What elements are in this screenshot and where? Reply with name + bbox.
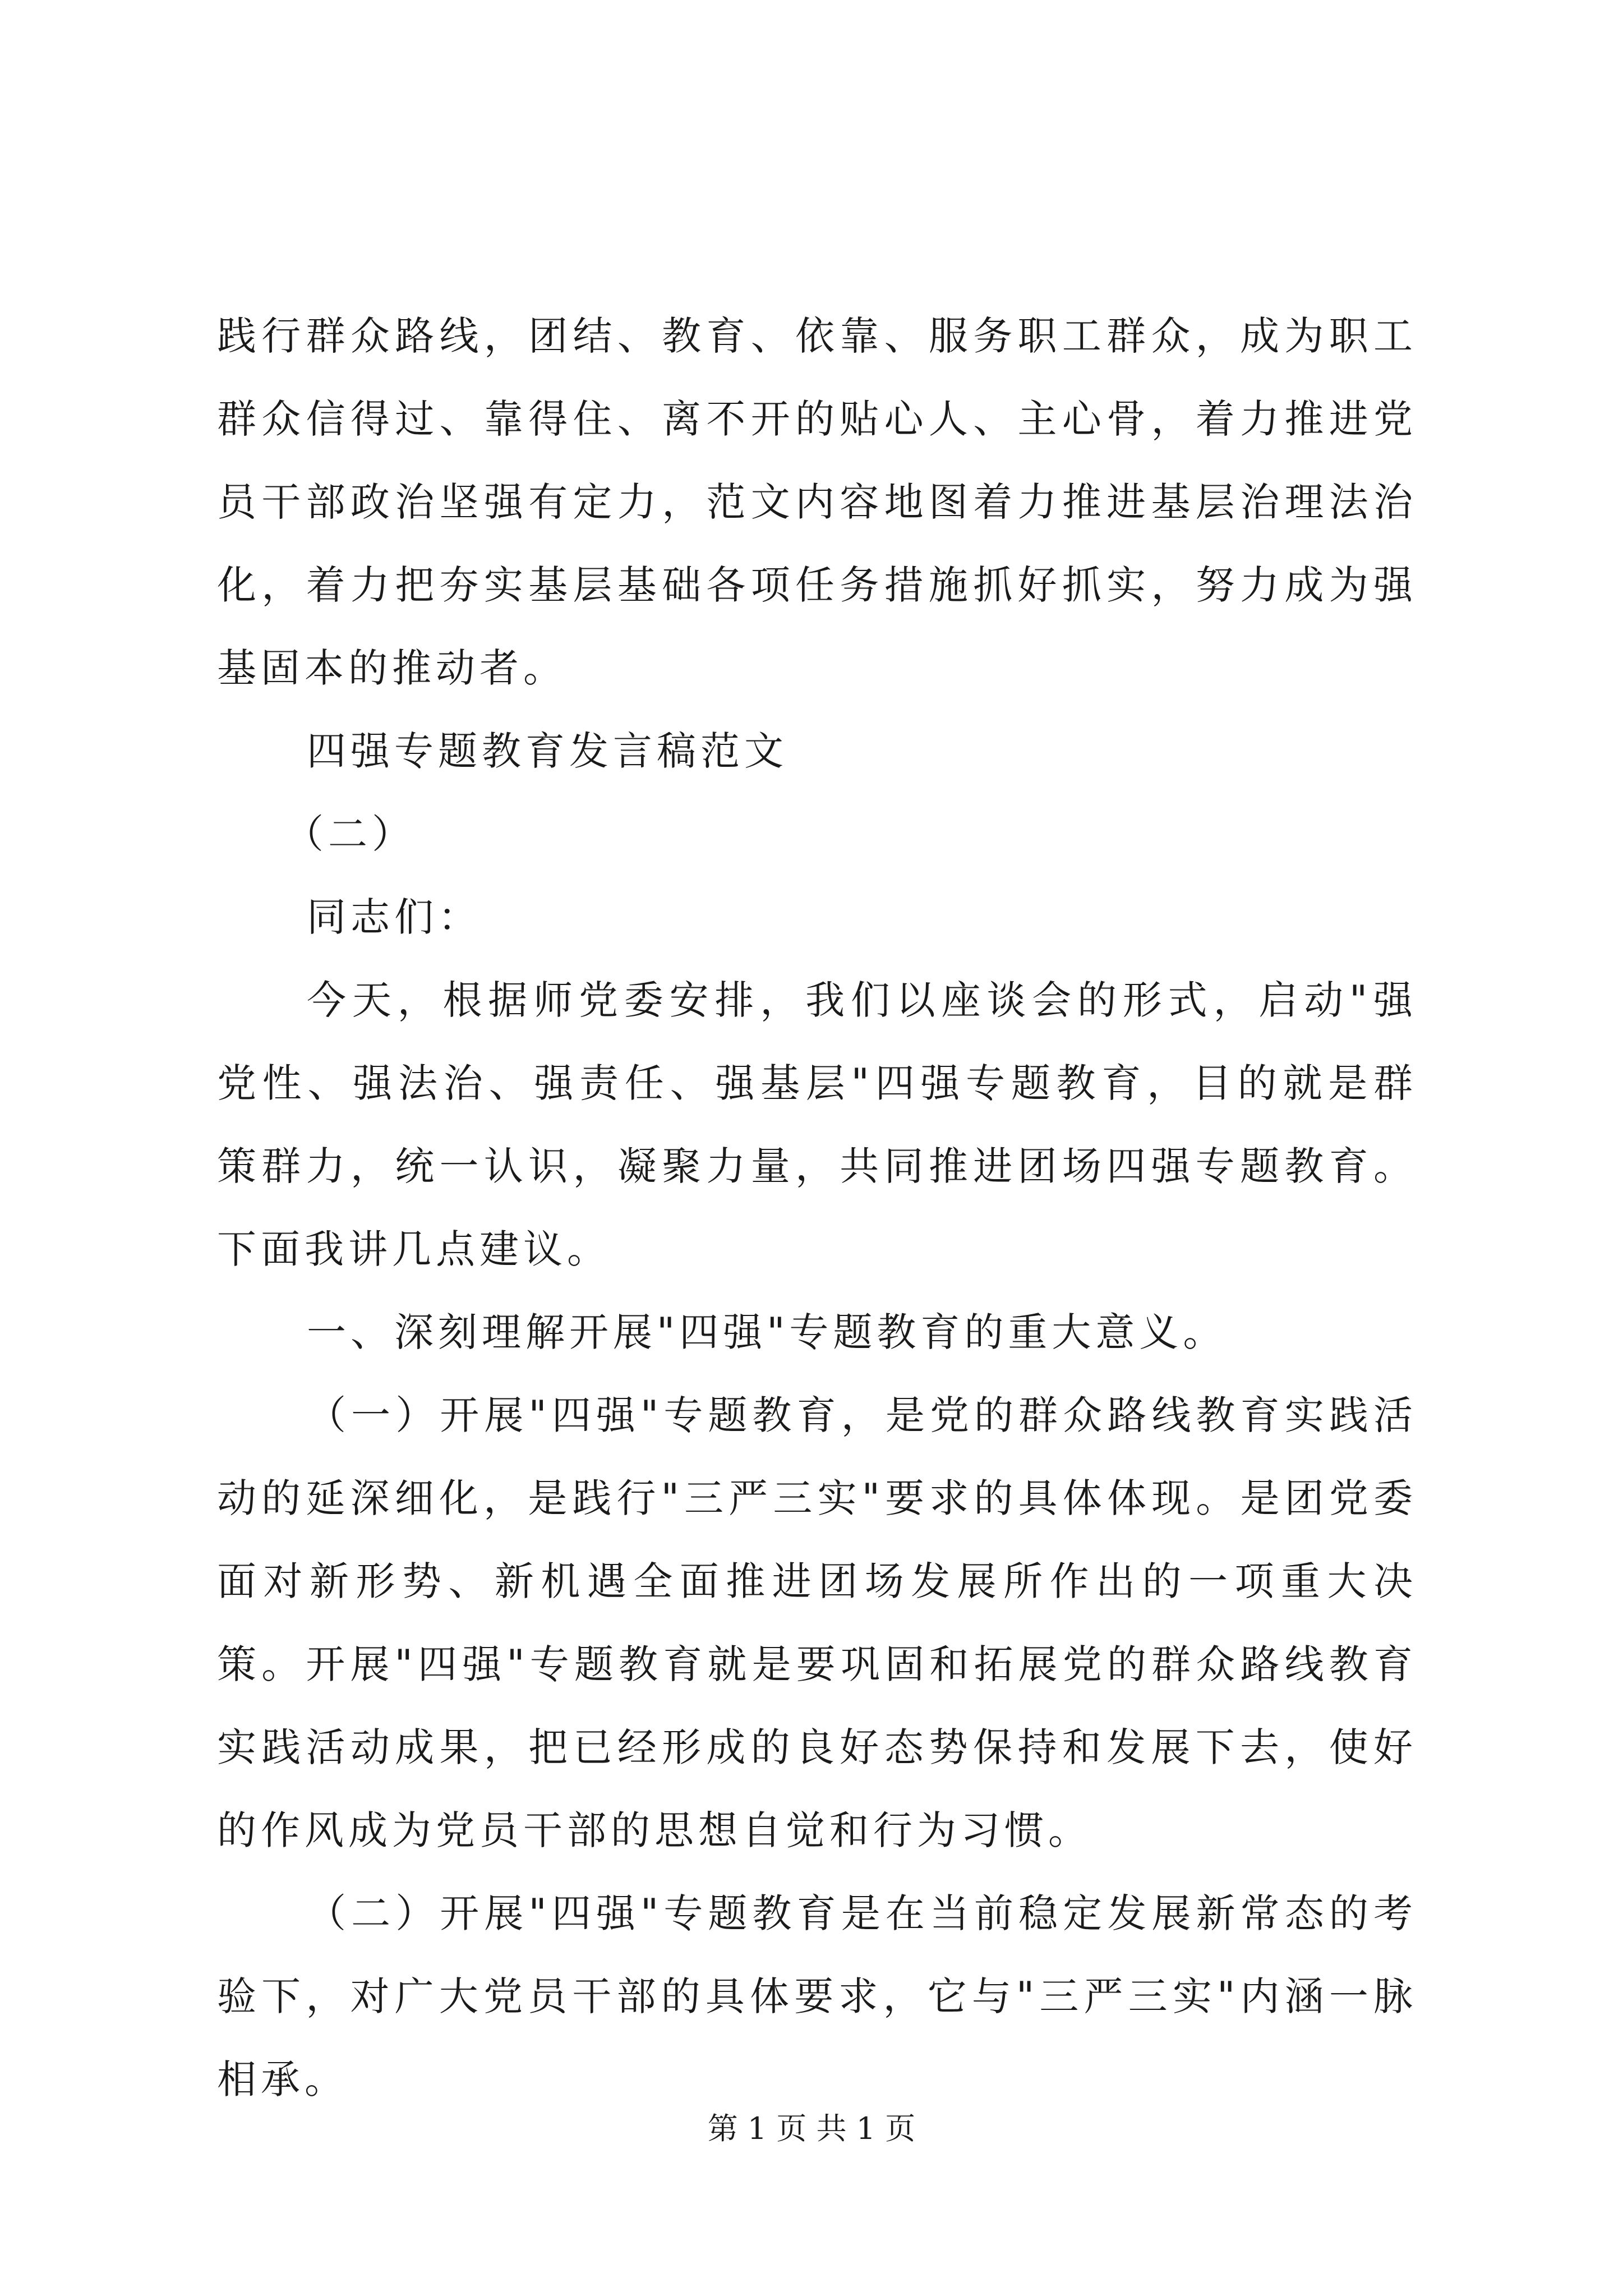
paragraph-point-1-1: （一）开展"四强"专题教育，是党的群众路线教育实践活动的延深细化，是践行"三严三实"要求的具体体现。是团党委面对新形势、新机遇全面推进团场发展所作出的一项重大决策。开展"四强"专题教育就是要巩固和拓展党的群众路线教育实践活动成果，把已经形成的良好态势保持和发展下去，使好的作风成为党员干部的思想自觉和行为习惯。 bbox=[217, 1392, 1417, 1853]
document-body bbox=[217, 295, 1417, 2121]
section-title: 四强专题教育发言稿范文 bbox=[307, 728, 788, 774]
paragraph-intro: 今天，根据师党委安排，我们以座谈会的形式，启动"强党性、强法治、强责任、强基层"四强专题教育，目的就是群策群力，统一认识，凝聚力量，共同推进团场四强专题教育。下面我讲几点建议。 bbox=[217, 977, 1417, 1272]
paragraph-point-1-2: （二）开展"四强"专题教育是在当前稳定发展新常态的考验下，对广大党员干部的具体要求，它与"三严三实"内涵一脉相承。 bbox=[217, 1890, 1417, 2102]
salutation: 同志们： bbox=[307, 894, 482, 940]
page-footer: 第 1 页 共 1 页 bbox=[707, 2111, 916, 2146]
paragraph-continuation: 践行群众路线，团结、教育、依靠、服务职工群众，成为职工群众信得过、靠得住、离不开的贴心人、主心骨，着力推进党员干部政治坚强有定力，范文内容地图着力推进基层治理法治化，着力把夯实基层基础各项任务措施抓好抓实，努力成为强基固本的推动者。 bbox=[217, 313, 1417, 691]
heading-point-one: 一、深刻理解开展"四强"专题教育的重大意义。 bbox=[307, 1309, 1227, 1355]
section-number: （二） bbox=[284, 811, 416, 857]
